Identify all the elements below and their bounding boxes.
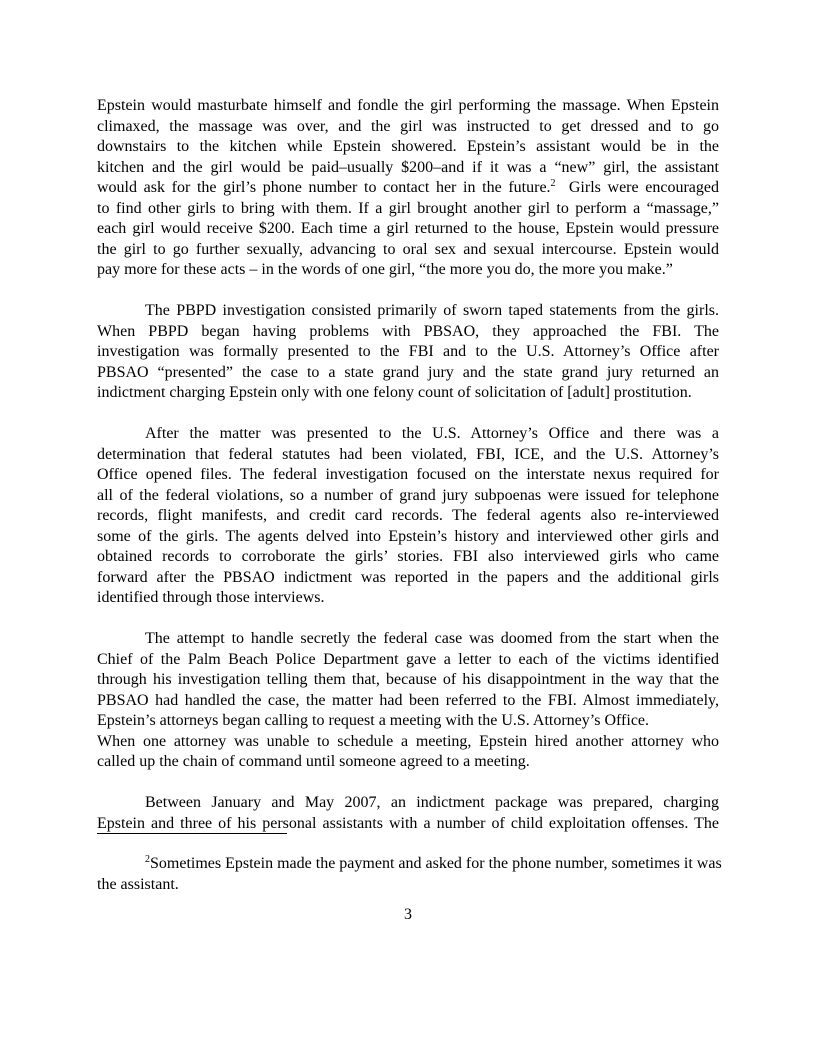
text-line: investigation was formally presented to the FBI and to the U.S. Attorney’s Office after (97, 343, 719, 360)
paragraph-3 (97, 424, 719, 609)
text-line: PBSAO “presented” the case to a state grand jury and the state grand jury returned an (97, 363, 719, 381)
footnote-line: the assistant. (97, 875, 179, 893)
text-line: When one attorney was unable to schedule a meeting, Epstein hired another attorney who (97, 732, 719, 750)
text-segment: Girls were encouraged (555, 179, 719, 196)
text-line: forward after the PBSAO indictment was reported in the papers and the additional girls (97, 568, 719, 586)
text-line: the girl to go further sexually, advancing to oral sex and sexual intercourse. Epstein would (97, 240, 719, 258)
text-line: After the matter was presented to the U.S. Attorney’s Office and there was a (145, 425, 719, 442)
text-line: each girl would receive $200. Each time a girl returned to the house, Epstein would pressure (97, 220, 719, 237)
text-line: The PBPD investigation consisted primarily of sworn taped statements from the girls. (145, 302, 719, 319)
text-segment: Sometimes Epstein made the payment and asked for the phone number, sometimes it was (150, 855, 722, 872)
text-line: Epstein would masturbate himself and fondle the girl performing the massage. When Epstein (97, 97, 719, 114)
text-line: The attempt to handle secretly the federal case was doomed from the start when the (145, 630, 719, 647)
text-segment: would ask for the girl’s phone number to contact her in the future. (97, 179, 551, 196)
text-line: kitchen and the girl would be paid–usually $200–and if it was a “new” girl, the assistant (97, 158, 719, 176)
text-line: determination that federal statutes had been violated, FBI, ICE, and the U.S. Attorney’s (97, 445, 719, 463)
text-line: When PBPD began having problems with PBSAO, they approached the FBI. The (97, 322, 719, 340)
text-line: Epstein and three of his personal assistants with a number of child exploitation offenses. The (97, 814, 719, 832)
page-number: 3 (404, 906, 412, 923)
footnote-line (97, 854, 722, 875)
text-line: obtained records to corroborate the girls’ stories. FBI also interviewed girls who came (97, 548, 719, 565)
footnote-reference: 2 (550, 178, 556, 189)
body-text (97, 96, 719, 855)
paragraph-5 (97, 793, 719, 834)
text-line: Between January and May 2007, an indictment package was prepared, charging (145, 794, 719, 811)
text-line: Office opened files. The federal investigation focused on the interstate nexus required for (97, 466, 719, 483)
paragraph-1 (97, 96, 719, 281)
text-line: Epstein’s attorneys began calling to request a meeting with the U.S. Attorney’s Office. (97, 712, 650, 729)
text-line: all of the federal violations, so a number of grand jury subpoenas were issued for telephone (97, 486, 719, 504)
paragraph-2 (97, 301, 719, 404)
text-line: identified through those interviews. (97, 589, 325, 606)
text-line: PBSAO had handled the case, the matter had been referred to the FBI. Almost immediately, (97, 691, 719, 709)
text-line: climaxed, the massage was over, and the girl was instructed to get dressed and to go (97, 117, 719, 135)
paragraph-4 (97, 629, 719, 773)
text-line: records, flight manifests, and credit card records. The federal agents also re-interviewed (97, 507, 719, 524)
footnote (97, 854, 722, 895)
text-line: through his investigation telling them that, because of his disappointment in the way that the (97, 671, 719, 688)
text-line: to find other girls to bring with them. If a girl brought another girl to perform a “massage,” (97, 199, 719, 217)
text-line: Chief of the Palm Beach Police Department gave a letter to each of the victims identified (97, 650, 719, 668)
text-line: pay more for these acts – in the words of one girl, “the more you do, the more you make.” (97, 261, 673, 278)
text-line-with-footnote (97, 178, 719, 199)
text-line: called up the chain of command until someone agreed to a meeting. (97, 753, 530, 770)
footnote-number: 2 (145, 854, 150, 865)
text-line: downstairs to the kitchen while Epstein showered. Epstein’s assistant would be in the (97, 138, 719, 155)
text-line: indictment charging Epstein only with one felony count of solicitation of [adult] prostitution. (97, 384, 692, 401)
text-line: some of the girls. The agents delved into Epstein’s history and interviewed other girls and (97, 527, 719, 545)
footnote-separator (97, 833, 287, 834)
